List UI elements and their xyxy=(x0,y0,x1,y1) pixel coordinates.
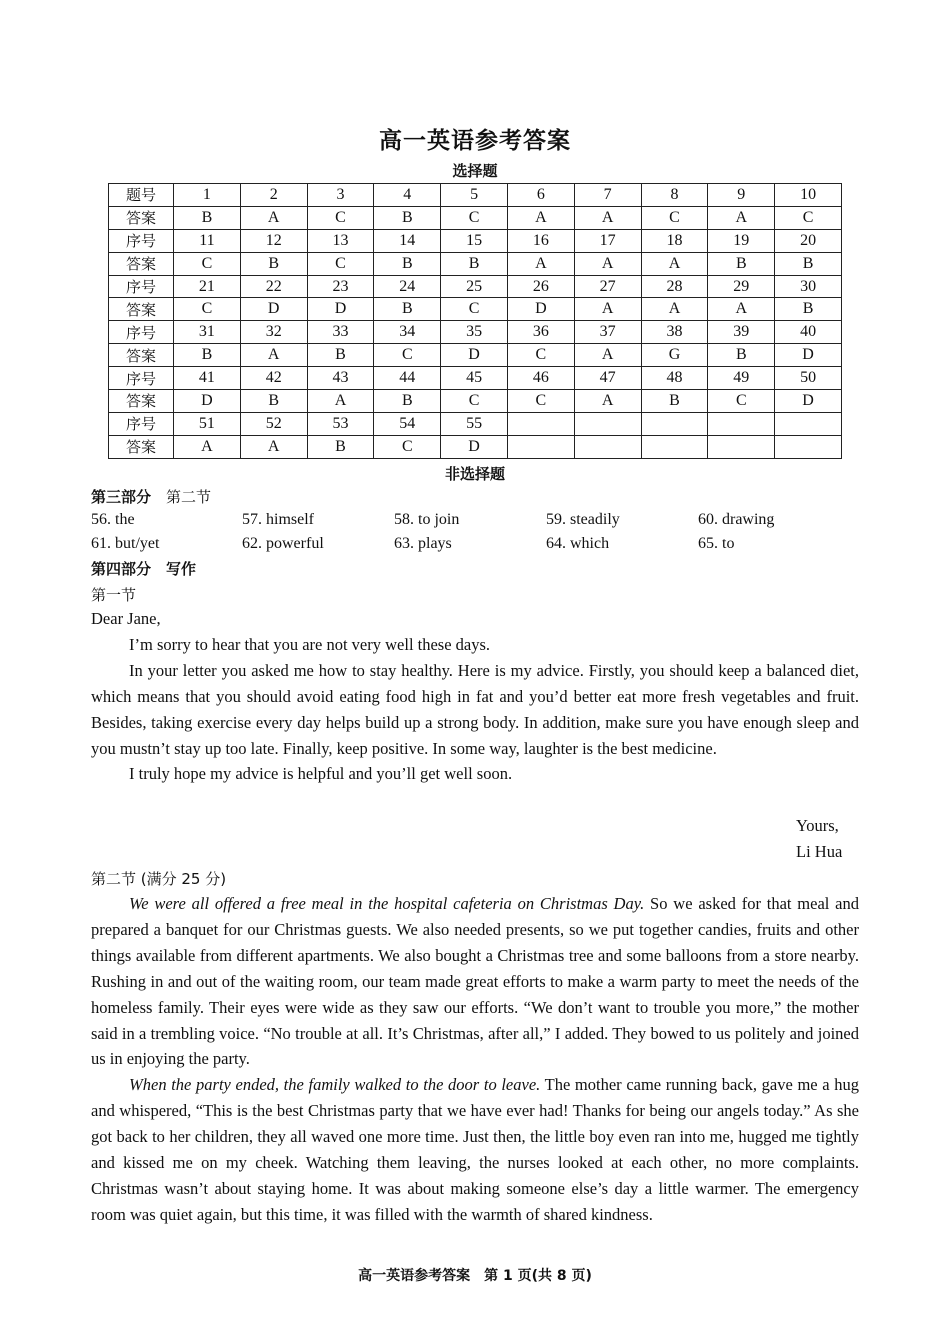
answer-cell: 1 xyxy=(174,184,241,207)
answer-cell: A xyxy=(574,344,641,367)
answer-cell: 49 xyxy=(708,367,775,390)
row-label: 答案 xyxy=(109,252,174,275)
row-label: 答案 xyxy=(109,298,174,321)
answer-cell: 41 xyxy=(174,367,241,390)
answer-cell: 9 xyxy=(708,184,775,207)
answer-cell: C xyxy=(441,298,508,321)
row-label: 答案 xyxy=(109,206,174,229)
row-label: 题号 xyxy=(109,184,174,207)
answer-cell: 3 xyxy=(307,184,374,207)
answer-cell: 17 xyxy=(574,229,641,252)
answer-cell xyxy=(507,435,574,458)
answer-cell: C xyxy=(307,252,374,275)
answer-cell: A xyxy=(307,390,374,413)
answer-table-row xyxy=(109,184,842,207)
letter-salutation: Dear Jane, xyxy=(91,609,161,628)
answer-cell: 5 xyxy=(441,184,508,207)
answer-table-row xyxy=(109,412,842,435)
fill-answer: 63. plays xyxy=(394,535,452,552)
answer-cell: C xyxy=(441,206,508,229)
answer-cell: 27 xyxy=(574,275,641,298)
answer-cell: 11 xyxy=(174,229,241,252)
fill-answer: 62. powerful xyxy=(242,535,324,552)
fill-answer: 57. himself xyxy=(242,511,314,528)
answer-cell: D xyxy=(775,390,842,413)
answer-cell: B xyxy=(775,252,842,275)
story-prompt-1: We were all offered a free meal in the hospital cafeteria on Christmas Day. xyxy=(129,894,645,913)
row-label: 序号 xyxy=(109,367,174,390)
answer-cell: C xyxy=(307,206,374,229)
answer-cell: 38 xyxy=(641,321,708,344)
letter-paragraph: I’m sorry to hear that you are not very well these days. xyxy=(129,634,491,654)
letter-paragraph: In your letter you asked me how to stay healthy. Here is my advice. Firstly, you should keep a balanced diet, which means that you should avoid eating food high in fat and you’d better eat more fresh vegetables and fruit. Besides, taking exercise every day helps build up a strong body. In addition, make sure you have enough sleep and you mustn’t stay up too late. Finally, keep positive. In some way, laughter is the best medicine. xyxy=(91,660,859,758)
answer-cell: 37 xyxy=(574,321,641,344)
answer-cell: 10 xyxy=(775,184,842,207)
answer-cell: 35 xyxy=(441,321,508,344)
part4-heading-line xyxy=(91,558,196,579)
story-paragraph-2 xyxy=(91,1072,859,1227)
answer-cell: 55 xyxy=(441,412,508,435)
answer-cell: B xyxy=(307,435,374,458)
answer-cell: 16 xyxy=(507,229,574,252)
part4-section1: 第一节 xyxy=(91,586,137,604)
answer-cell: 26 xyxy=(507,275,574,298)
page-footer: 高一英语参考答案 第 1 页(共 8 页) xyxy=(358,1268,592,1284)
answer-cell: C xyxy=(174,298,241,321)
answer-cell xyxy=(507,412,574,435)
letter-body xyxy=(91,606,859,787)
answer-table-row xyxy=(109,390,842,413)
answer-cell: 36 xyxy=(507,321,574,344)
answer-cell: 44 xyxy=(374,367,441,390)
answer-cell: 18 xyxy=(641,229,708,252)
answer-cell: 42 xyxy=(240,367,307,390)
answer-cell: A xyxy=(708,206,775,229)
answer-cell: B xyxy=(374,390,441,413)
answer-cell: 48 xyxy=(641,367,708,390)
answer-cell: 33 xyxy=(307,321,374,344)
fill-answer: 65. to xyxy=(698,535,735,552)
answer-cell: D xyxy=(307,298,374,321)
answer-table-row xyxy=(109,435,842,458)
answer-cell: B xyxy=(240,252,307,275)
fill-answer: 59. steadily xyxy=(546,511,620,528)
answer-table-row xyxy=(109,298,842,321)
answer-cell: A xyxy=(507,252,574,275)
multiple-choice-heading: 选择题 xyxy=(452,162,498,180)
answer-cell: 4 xyxy=(374,184,441,207)
answer-table-row xyxy=(109,275,842,298)
answer-cell: 47 xyxy=(574,367,641,390)
answer-cell: 14 xyxy=(374,229,441,252)
answer-table-row xyxy=(109,206,842,229)
answer-cell: A xyxy=(641,252,708,275)
answer-cell xyxy=(775,435,842,458)
answer-cell: 2 xyxy=(240,184,307,207)
story-paragraph-1 xyxy=(91,891,859,1072)
letter-closing: Yours, xyxy=(796,816,839,835)
answer-cell: 23 xyxy=(307,275,374,298)
answer-cell: 6 xyxy=(507,184,574,207)
answer-cell: A xyxy=(574,252,641,275)
answer-cell: C xyxy=(641,206,708,229)
answer-cell: B xyxy=(174,206,241,229)
answer-cell: D xyxy=(441,344,508,367)
fill-answer: 56. the xyxy=(91,511,135,528)
row-label: 序号 xyxy=(109,321,174,344)
row-label: 答案 xyxy=(109,435,174,458)
answer-cell: 31 xyxy=(174,321,241,344)
answer-cell: C xyxy=(708,390,775,413)
answer-cell: 20 xyxy=(775,229,842,252)
answer-cell xyxy=(641,435,708,458)
answer-cell: G xyxy=(641,344,708,367)
answer-cell: 25 xyxy=(441,275,508,298)
answer-cell: B xyxy=(641,390,708,413)
answer-cell: D xyxy=(441,435,508,458)
answer-cell: 54 xyxy=(374,412,441,435)
answer-table xyxy=(108,183,842,459)
answer-cell: B xyxy=(174,344,241,367)
answer-cell: 51 xyxy=(174,412,241,435)
answer-cell: A xyxy=(507,206,574,229)
answer-cell: D xyxy=(507,298,574,321)
answer-cell: B xyxy=(374,298,441,321)
part3-heading-line xyxy=(91,486,211,507)
part4-section2: 第二节 (满分 25 分) xyxy=(91,870,227,888)
answer-cell: A xyxy=(708,298,775,321)
answer-cell xyxy=(574,412,641,435)
answer-cell: A xyxy=(574,390,641,413)
fill-answer: 58. to join xyxy=(394,511,460,528)
answer-table-row xyxy=(109,252,842,275)
letter-signature: Li Hua xyxy=(796,842,843,861)
answer-cell: 22 xyxy=(240,275,307,298)
answer-cell: D xyxy=(174,390,241,413)
answer-cell: B xyxy=(374,206,441,229)
story-text-2: The mother came running back, gave me a hug and whispered, “This is the best Christmas party that we have ever had! Thanks for being our angels today.” As she got back to her children, they all waved one more time. Just then, the little boy even ran into me, hugged me tightly and kissed me on my cheek. Watching them leaving, the nurses looked at each other, no more complaints. Christmas wasn’t about staying home. It was about making someone else’s day a little warmer. The emergency room was quiet again, but this time, it was filled with the warmth of shared kindness. xyxy=(91,1075,859,1224)
answer-cell: C xyxy=(441,390,508,413)
answer-cell: 43 xyxy=(307,367,374,390)
answer-cell: 8 xyxy=(641,184,708,207)
answer-cell: D xyxy=(775,344,842,367)
part4-heading: 第四部分 xyxy=(91,560,152,578)
answer-table-row xyxy=(109,229,842,252)
answer-cell: 52 xyxy=(240,412,307,435)
answer-cell: B xyxy=(240,390,307,413)
row-label: 答案 xyxy=(109,344,174,367)
row-label: 序号 xyxy=(109,412,174,435)
answer-cell: B xyxy=(441,252,508,275)
answer-cell: A xyxy=(240,344,307,367)
fill-answer: 60. drawing xyxy=(698,511,775,528)
answer-cell: 46 xyxy=(507,367,574,390)
answer-cell: 45 xyxy=(441,367,508,390)
answer-cell: 12 xyxy=(240,229,307,252)
answer-cell: 30 xyxy=(775,275,842,298)
answer-cell xyxy=(708,412,775,435)
answer-cell: B xyxy=(708,252,775,275)
answer-cell: A xyxy=(240,435,307,458)
answer-cell: 40 xyxy=(775,321,842,344)
answer-cell: C xyxy=(174,252,241,275)
answer-cell: 50 xyxy=(775,367,842,390)
answer-cell: 15 xyxy=(441,229,508,252)
answer-cell: 19 xyxy=(708,229,775,252)
answer-cell: B xyxy=(708,344,775,367)
part3-section: 第二节 xyxy=(165,488,211,506)
answer-cell: 28 xyxy=(641,275,708,298)
answer-cell: 34 xyxy=(374,321,441,344)
answer-cell: C xyxy=(374,435,441,458)
answer-cell xyxy=(708,435,775,458)
answer-cell: 29 xyxy=(708,275,775,298)
part3-heading: 第三部分 xyxy=(91,488,152,506)
answer-cell xyxy=(775,412,842,435)
part4-heading-sub: 写作 xyxy=(165,560,196,578)
story-body xyxy=(91,891,859,1228)
page-title: 高一英语参考答案 xyxy=(379,128,571,154)
answer-cell xyxy=(641,412,708,435)
story-text-1: So we asked for that meal and prepared a banquet for our Christmas guests. We also needed presents, so we put together candies, fruits and other things available from different apartments. We also bought a Christmas tree and some balloons from a store nearby. Rushing in and out of the waiting room, our team made great efforts to make a warm party to meet the needs of the homeless family. Their eyes were wide as they saw our efforts. “We don’t want to trouble you more,” the mother said in a trembling voice. “No trouble at all. It’s Christmas, after all,” I added. They bowed to us politely and joined us in enjoying the party. xyxy=(91,894,859,1069)
answer-cell xyxy=(574,435,641,458)
answer-table-row xyxy=(109,321,842,344)
answer-cell: C xyxy=(507,390,574,413)
non-multiple-choice-heading: 非选择题 xyxy=(444,465,505,483)
fill-answer: 61. but/yet xyxy=(91,535,160,552)
answer-table-row xyxy=(109,367,842,390)
answer-cell: C xyxy=(775,206,842,229)
answer-table-row xyxy=(109,344,842,367)
answer-cell: 7 xyxy=(574,184,641,207)
answer-cell: A xyxy=(240,206,307,229)
row-label: 序号 xyxy=(109,275,174,298)
answer-cell: 32 xyxy=(240,321,307,344)
answer-cell: B xyxy=(307,344,374,367)
answer-cell: A xyxy=(574,206,641,229)
answer-cell: 24 xyxy=(374,275,441,298)
row-label: 答案 xyxy=(109,390,174,413)
answer-cell: 53 xyxy=(307,412,374,435)
answer-cell: B xyxy=(374,252,441,275)
answer-cell: 21 xyxy=(174,275,241,298)
answer-cell: C xyxy=(507,344,574,367)
letter-paragraph: I truly hope my advice is helpful and you’ll get well soon. xyxy=(129,764,513,784)
row-label: 序号 xyxy=(109,229,174,252)
answer-cell: A xyxy=(174,435,241,458)
answer-cell: 39 xyxy=(708,321,775,344)
answer-cell: A xyxy=(641,298,708,321)
answer-cell: 13 xyxy=(307,229,374,252)
story-prompt-2: When the party ended, the family walked to the door to leave. xyxy=(129,1075,541,1095)
answer-cell: A xyxy=(574,298,641,321)
answer-cell: D xyxy=(240,298,307,321)
answer-cell: C xyxy=(374,344,441,367)
answer-cell: B xyxy=(775,298,842,321)
fill-answer: 64. which xyxy=(546,535,610,552)
